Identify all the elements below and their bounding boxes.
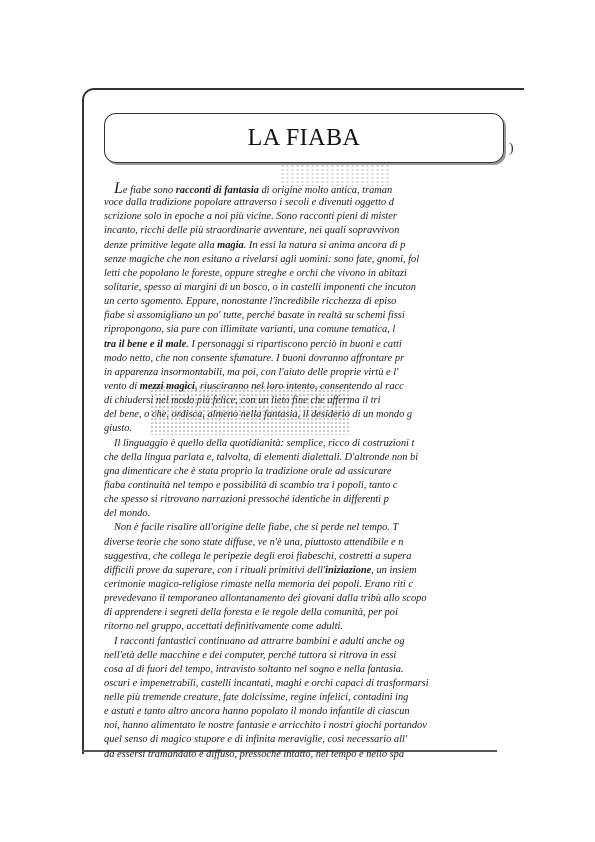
text-run: . In essi la natura si anima ancora di p <box>243 239 406 251</box>
text-run: incanto, ricchi delle più straordinarie avventure, nei quali sopravvivon <box>104 225 400 237</box>
paragraph <box>104 521 524 634</box>
text-run: e fiabe sono <box>122 185 176 196</box>
body-text <box>104 182 524 762</box>
text-run: , un insiem <box>371 564 417 576</box>
text-line <box>104 592 524 606</box>
text-run: di origine molto antica, traman <box>258 185 393 196</box>
paragraph <box>104 182 524 437</box>
text-line <box>104 733 524 747</box>
text-run: gna dimenticare che è stata proprio la tradizione orale ad assicurare <box>104 465 392 477</box>
text-line <box>104 677 524 691</box>
text-line <box>104 352 524 366</box>
text-line <box>104 437 524 451</box>
text-run: scrizione solo in epoche a noi più vicine. Sono racconti pieni di mister <box>104 211 397 223</box>
text-line <box>104 620 524 634</box>
text-run: difficili prove da superare, con i rituali primitivi dell' <box>104 564 326 576</box>
text-run: cerimonie magico-religiose rimaste nella memoria dei popoli. Erano riti c <box>104 578 413 590</box>
text-run: quel senso di magico stupore e di infinita meraviglie, così necessario all' <box>104 734 408 746</box>
text-run: modo netto, che non consente sfumature. I buoni dovranno affrontare pr <box>104 352 405 364</box>
text-line <box>104 719 524 733</box>
text-run: I racconti fantastici continuano ad attrarre bambini e adulti anche og <box>114 635 405 647</box>
text-line <box>104 521 524 535</box>
text-run: vento di <box>104 380 140 392</box>
paragraph <box>104 437 524 522</box>
text-line <box>104 635 524 649</box>
text-run: giusto. <box>104 423 133 435</box>
page-title: LA FIABA <box>247 124 361 151</box>
text-line <box>104 649 524 663</box>
text-run: che della lingua parlata e, talvolta, di elementi dialettali. D'altronde non bi <box>104 451 419 463</box>
drop-cap: L <box>114 182 123 197</box>
text-run: ritorno nel gruppo, accettati definitivamente come adulti. <box>104 621 343 633</box>
text-line <box>104 451 524 465</box>
text-line <box>104 493 524 507</box>
text-run: senze magiche che non esitano a rivelarsi agli uomini: sono fate, gnomi, fol <box>104 253 420 265</box>
text-run: prevedevano il temporaneo allontanamento dei giovani dalla tribù allo scopo <box>104 593 427 605</box>
text-line <box>104 663 524 677</box>
text-run: di apprendere i segreti della foresta e le regole della comunità, per poi <box>104 607 398 619</box>
bold-term: iniziazione <box>325 564 372 576</box>
text-line <box>104 380 524 394</box>
text-run: del bene, o che, ordisca, almeno nella fantasia, il desiderio di un mondo g <box>104 409 413 421</box>
text-run: nell'età delle macchine e dei computer, perché tuttora si ritrova in essi <box>104 649 397 661</box>
text-line <box>104 479 524 493</box>
text-run: nelle più tremende creature, fate dolcissime, regine infelici, contadini ing <box>104 692 409 704</box>
text-line <box>104 210 524 224</box>
margin-mark: ) <box>509 141 514 156</box>
text-line <box>104 748 524 762</box>
text-run: un certo sgomento. Eppure, nonostante l'incredibile ricchezza di episo <box>104 296 397 308</box>
text-run: noi, hanno alimentato le nostre fantasie e arricchito i nostri giochi portandov <box>104 720 427 732</box>
text-line <box>104 267 524 281</box>
text-line <box>104 465 524 479</box>
text-line <box>104 564 524 578</box>
bold-term: magia <box>217 239 244 251</box>
text-run: di chiudersi nel modo più felice, con un lieto fine che afferma il tri <box>104 395 381 407</box>
text-line <box>104 196 524 210</box>
bold-term: racconti di fantasia <box>175 185 259 196</box>
text-line <box>104 366 524 380</box>
text-line <box>104 408 524 422</box>
text-run: solitarie, spesso ai margini di un bosco, o in castelli imponenti che incuton <box>104 281 416 293</box>
text-run: suggestiva, che collega le peripezie degli eroi fiabeschi, costretti a supera <box>104 550 412 562</box>
text-line <box>104 691 524 705</box>
text-run: voce dalla tradizione popolare attraverso i secoli e divenuti oggetto d <box>104 197 394 209</box>
paragraph <box>104 635 524 762</box>
text-line <box>104 281 524 295</box>
text-run: in apparenza insormontabili, ma poi, con l'aiuto delle proprie virtù e l' <box>104 366 399 378</box>
text-run: letti che popolano le foreste, oppure streghe e orchi che vivono in abitazi <box>104 267 407 279</box>
text-line <box>104 309 524 323</box>
text-run: , riusciranno nel loro intento, consentendo al racc <box>194 380 404 392</box>
text-run: cosa al di fuori del tempo, intravisto soltanto nel sogno e nella fantasia. <box>104 663 404 675</box>
title-box <box>104 113 504 163</box>
text-line <box>104 323 524 337</box>
text-line <box>104 182 524 196</box>
text-run: . I personaggi si ripartiscono perciò in buoni e catti <box>186 338 402 350</box>
text-line <box>104 295 524 309</box>
bold-term: mezzi magici <box>139 380 195 392</box>
text-run: e astuti e tanto altro ancora hanno popolato il mondo infantile di ciascun <box>104 706 410 718</box>
text-line <box>104 422 524 436</box>
text-run: oscuri e impenetrabili, castelli incantati, maghi e orchi capaci di trasformarsi <box>104 677 429 689</box>
text-run: denze primitive legate alla <box>104 239 218 251</box>
bold-term: tra il bene e il male <box>104 338 187 350</box>
text-line <box>104 606 524 620</box>
text-line <box>104 578 524 592</box>
text-run: Non è facile risalire all'origine delle fiabe, che si perde nel tempo. T <box>114 522 399 534</box>
text-run: che spesso si ritrovano narrazioni pressoché identiche in differenti p <box>104 494 389 506</box>
text-run: del mondo. <box>104 508 151 520</box>
text-run: fiaba continuità nel tempo e possibilità di scambio tra i popoli, tanto c <box>104 479 398 491</box>
text-line <box>104 338 524 352</box>
text-run: ripropongono, sia pure con illimitate varianti, una comune tematica, l <box>104 324 396 336</box>
text-line <box>104 239 524 253</box>
text-line <box>104 536 524 550</box>
text-line <box>104 224 524 238</box>
text-run: da essersi tramandato e diffuso, pressoché intatto, nel tempo e nello spa <box>104 748 405 760</box>
text-run: fiabe si assomigliano un po' tutte, perché basate in realtà su schemi fissi <box>104 310 405 322</box>
text-line <box>104 394 524 408</box>
text-line <box>104 253 524 267</box>
text-run: Il linguaggio è quello della quotidianità: semplice, ricco di costruzioni t <box>114 437 415 449</box>
text-line <box>104 507 524 521</box>
text-line <box>104 705 524 719</box>
text-run: diverse teorie che sono state diffuse, ve n'è una, piuttosto attendibile e n <box>104 536 404 548</box>
text-line <box>104 550 524 564</box>
